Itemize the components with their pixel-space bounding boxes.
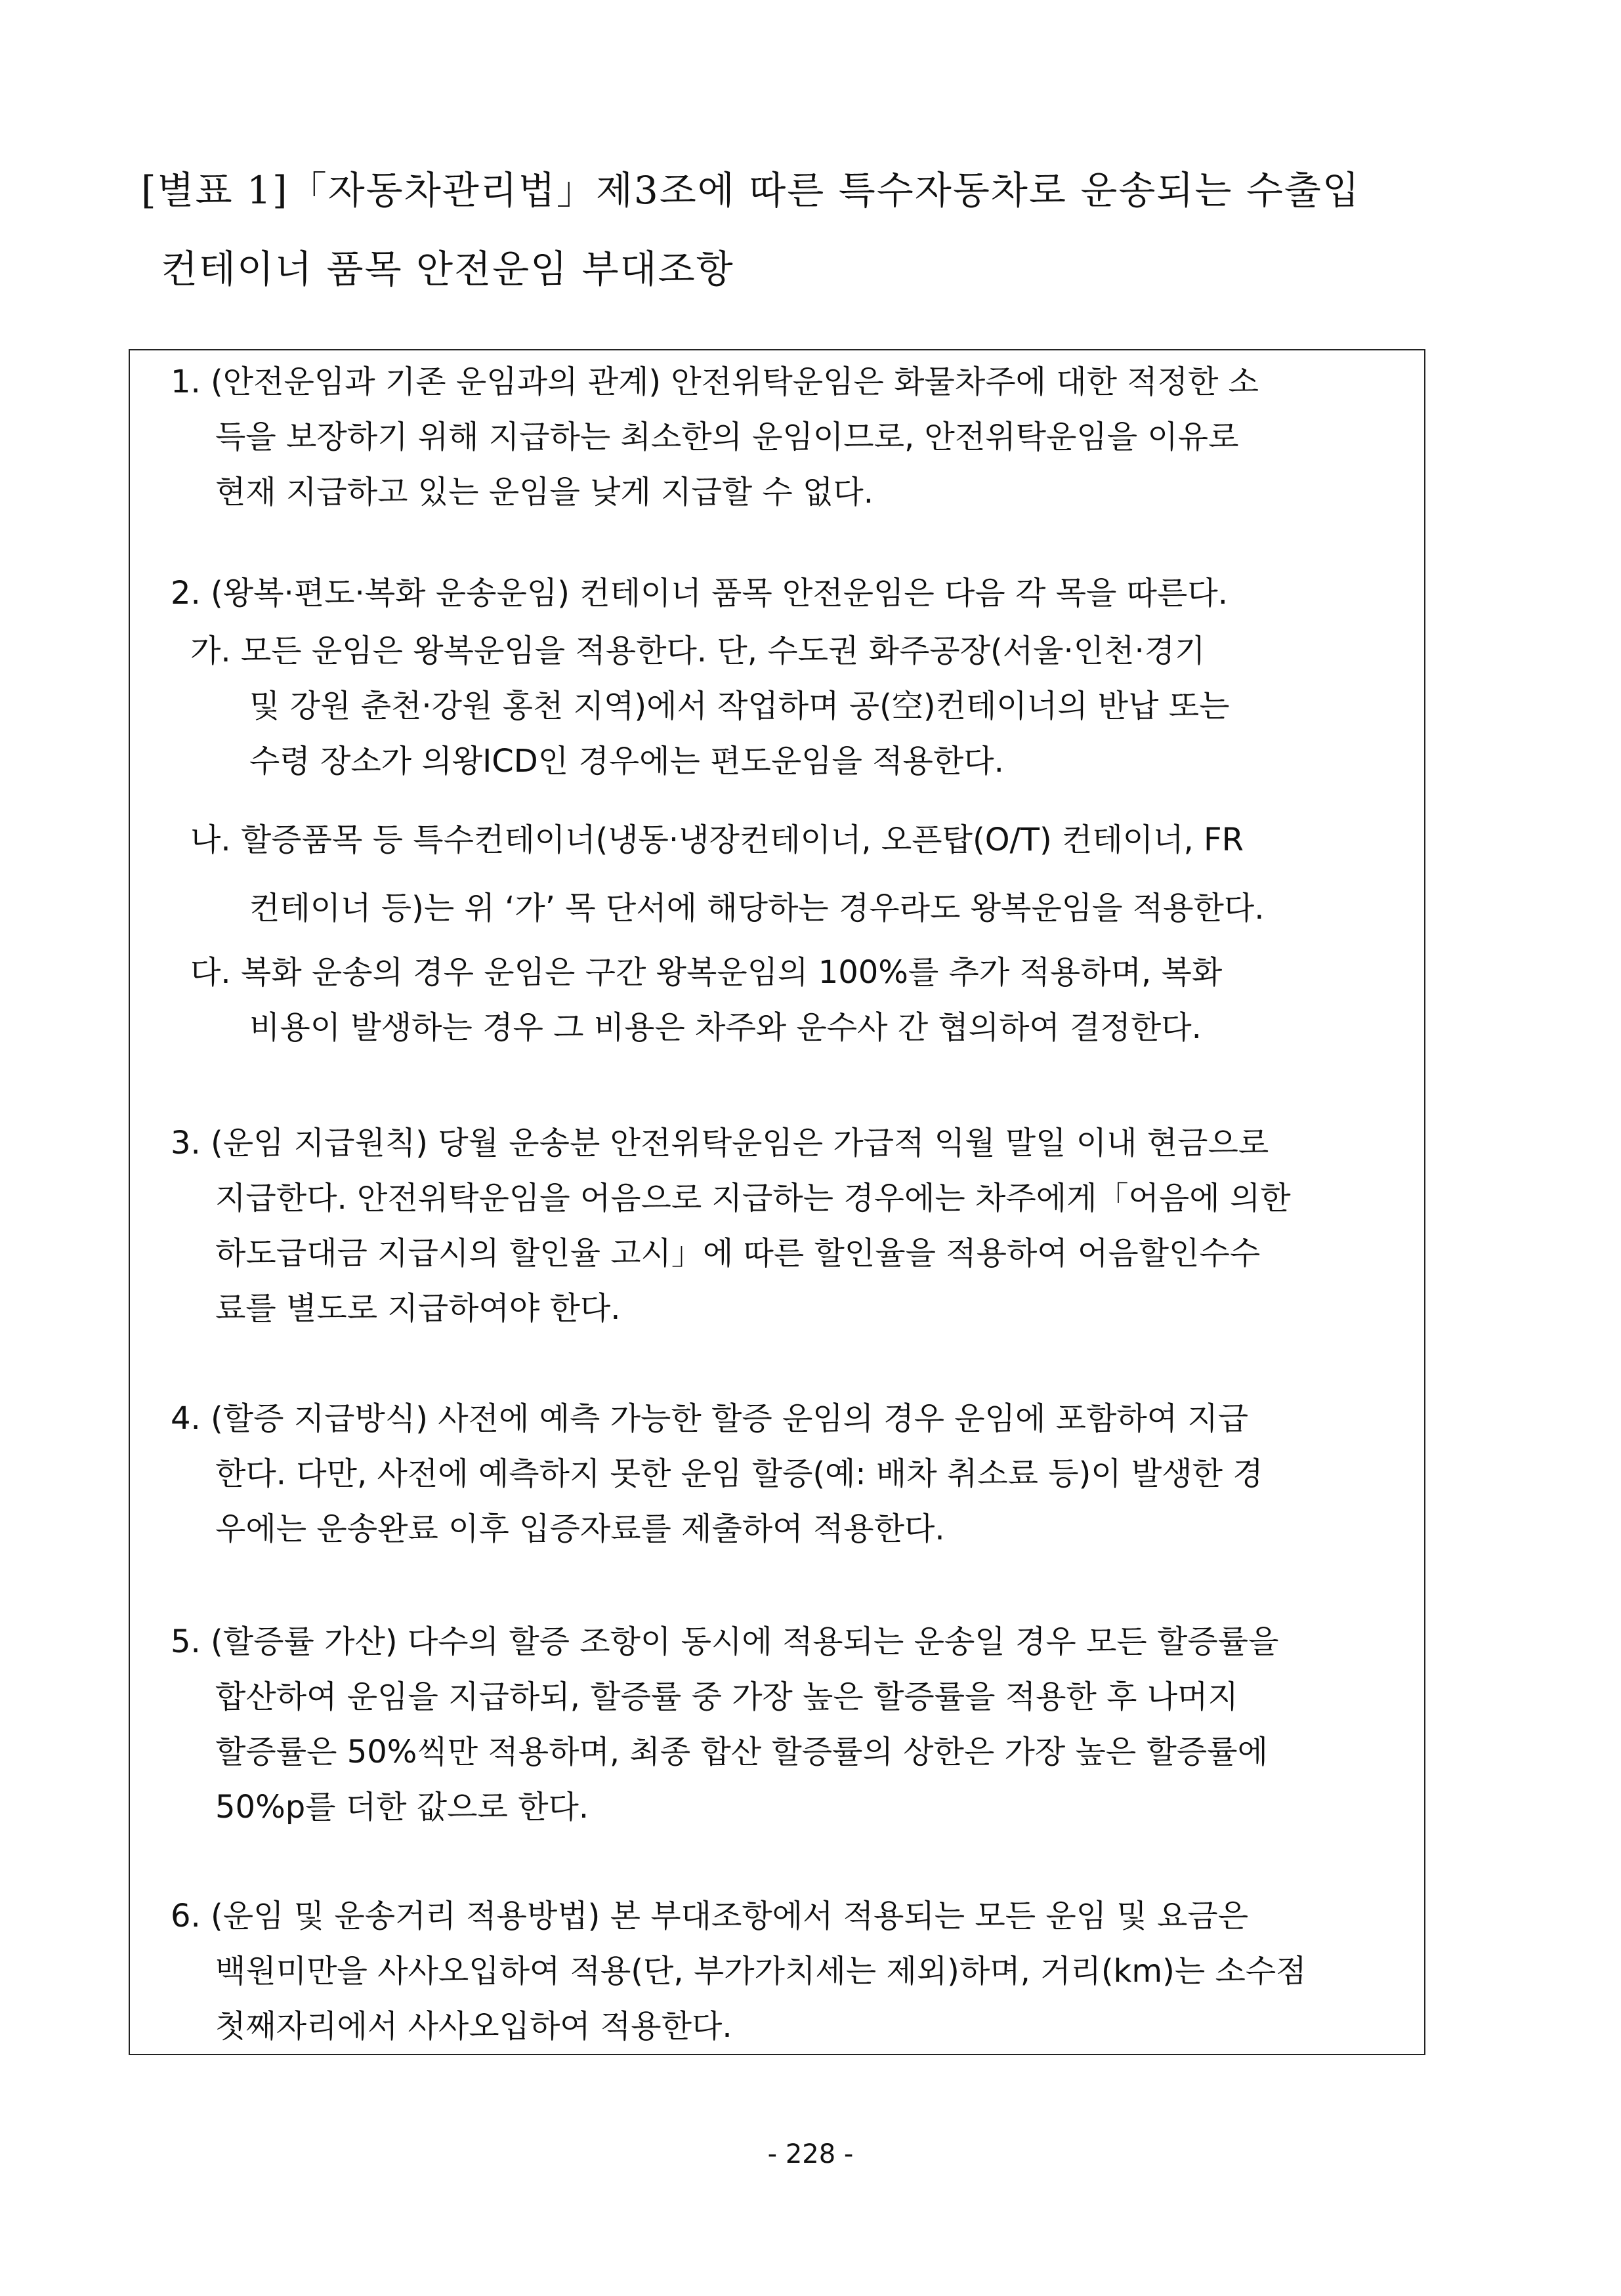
sub-item-line: 다. 복화 운송의 경우 운임은 구간 왕복운임의 100%를 추가 적용하며, 복화 [190,954,1223,991]
provision-line: 1. (안전운임과 기존 운임과의 관계) 안전위탁운임은 화물차주에 대한 적정한 소 [171,364,1259,400]
provision-line: 3. (운임 지급원칙) 당월 운송분 안전위탁운임은 가급적 익월 말일 이내 현금으로 [171,1125,1269,1161]
provision-line: 5. (할증률 가산) 다수의 할증 조항이 동시에 적용되는 운송일 경우 모든 할증률을 [171,1623,1279,1660]
provision-line: 6. (운임 및 운송거리 적용방법) 본 부대조항에서 적용되는 모든 운임 및 요금은 [171,1898,1249,1934]
provision-line: 2. (왕복·편도·복화 운송운임) 컨테이너 품목 안전운임은 다음 각 목을 따른다. [171,575,1229,612]
provision-item-1 [171,354,1418,520]
provision-line: 50%p를 더한 값으로 한다. [215,1789,589,1826]
sub-item-na [190,812,1437,936]
provision-item-6 [171,1889,1418,2054]
sub-item-line: 가. 모든 운임은 왕복운임을 적용한다. 단, 수도권 화주공장(서울·인천·경기 [190,633,1206,669]
provision-item-2 [171,566,1418,621]
provision-line: 첫째자리에서 사사오입하여 적용한다. [215,2008,732,2045]
provision-line: 백원미만을 사사오입하여 적용(단, 부가가치세는 제외)하며, 거리(km)는 소수점 [215,1953,1307,1990]
provision-item-3 [171,1116,1418,1336]
sub-item-line: 비용이 발생하는 경우 그 비용은 차주와 운수사 간 협의하여 결정한다. [249,1009,1202,1046]
page-title [141,151,1467,308]
provision-line: 현재 지급하고 있는 운임을 낮게 지급할 수 없다. [215,474,874,511]
title-line-2: 컨테이너 품목 안전운임 부대조항 [161,247,734,291]
page-number: - 228 - [767,2139,854,2169]
sub-item-line: 수령 장소가 의왕ICD인 경우에는 편도운임을 적용한다. [249,743,1004,780]
provision-line: 하도급대금 지급시의 할인율 고시」에 따른 할인율을 적용하여 어음할인수수 [215,1235,1261,1272]
sub-item-line: 컨테이너 등)는 위 ‘가’ 목 단서에 해당하는 경우라도 왕복운임을 적용한다. [249,890,1265,927]
provision-line: 료를 별도로 지급하여야 한다. [215,1290,621,1327]
sub-item-line: 나. 할증품목 등 특수컨테이너(냉동·냉장컨테이너, 오픈탑(O/T) 컨테이너, FR [190,822,1244,858]
title-line-1: [별표 1]「자동차관리법」제3조에 따른 특수자동차로 운송되는 수출입 [141,168,1360,213]
provision-item-5 [171,1614,1418,1835]
provision-line: 합산하여 운임을 지급하되, 할증률 중 가장 높은 할증률을 적용한 후 나머지 [215,1679,1238,1715]
provision-item-4 [171,1391,1418,1556]
sub-item-line: 및 강원 춘천·강원 홍천 지역)에서 작업하며 공(空)컨테이너의 반납 또는 [249,688,1230,724]
sub-item-da [190,945,1437,1055]
sub-item-ga [190,623,1437,789]
provision-line: 할증률은 50%씩만 적용하며, 최종 합산 할증률의 상한은 가장 높은 할증률에 [215,1734,1268,1770]
provision-line: 4. (할증 지급방식) 사전에 예측 가능한 할증 운임의 경우 운임에 포함하여 지급 [171,1400,1249,1437]
provision-line: 득을 보장하기 위해 지급하는 최소한의 운임이므로, 안전위탁운임을 이유로 [215,419,1239,455]
provision-line: 우에는 운송완료 이후 입증자료를 제출하여 적용한다. [215,1511,945,1547]
provision-line: 한다. 다만, 사전에 예측하지 못한 운임 할증(예: 배차 취소료 등)이 발생한 경 [215,1455,1263,1492]
provision-line: 지급한다. 안전위탁운임을 어음으로 지급하는 경우에는 차주에게「어음에 의한 [215,1180,1291,1217]
